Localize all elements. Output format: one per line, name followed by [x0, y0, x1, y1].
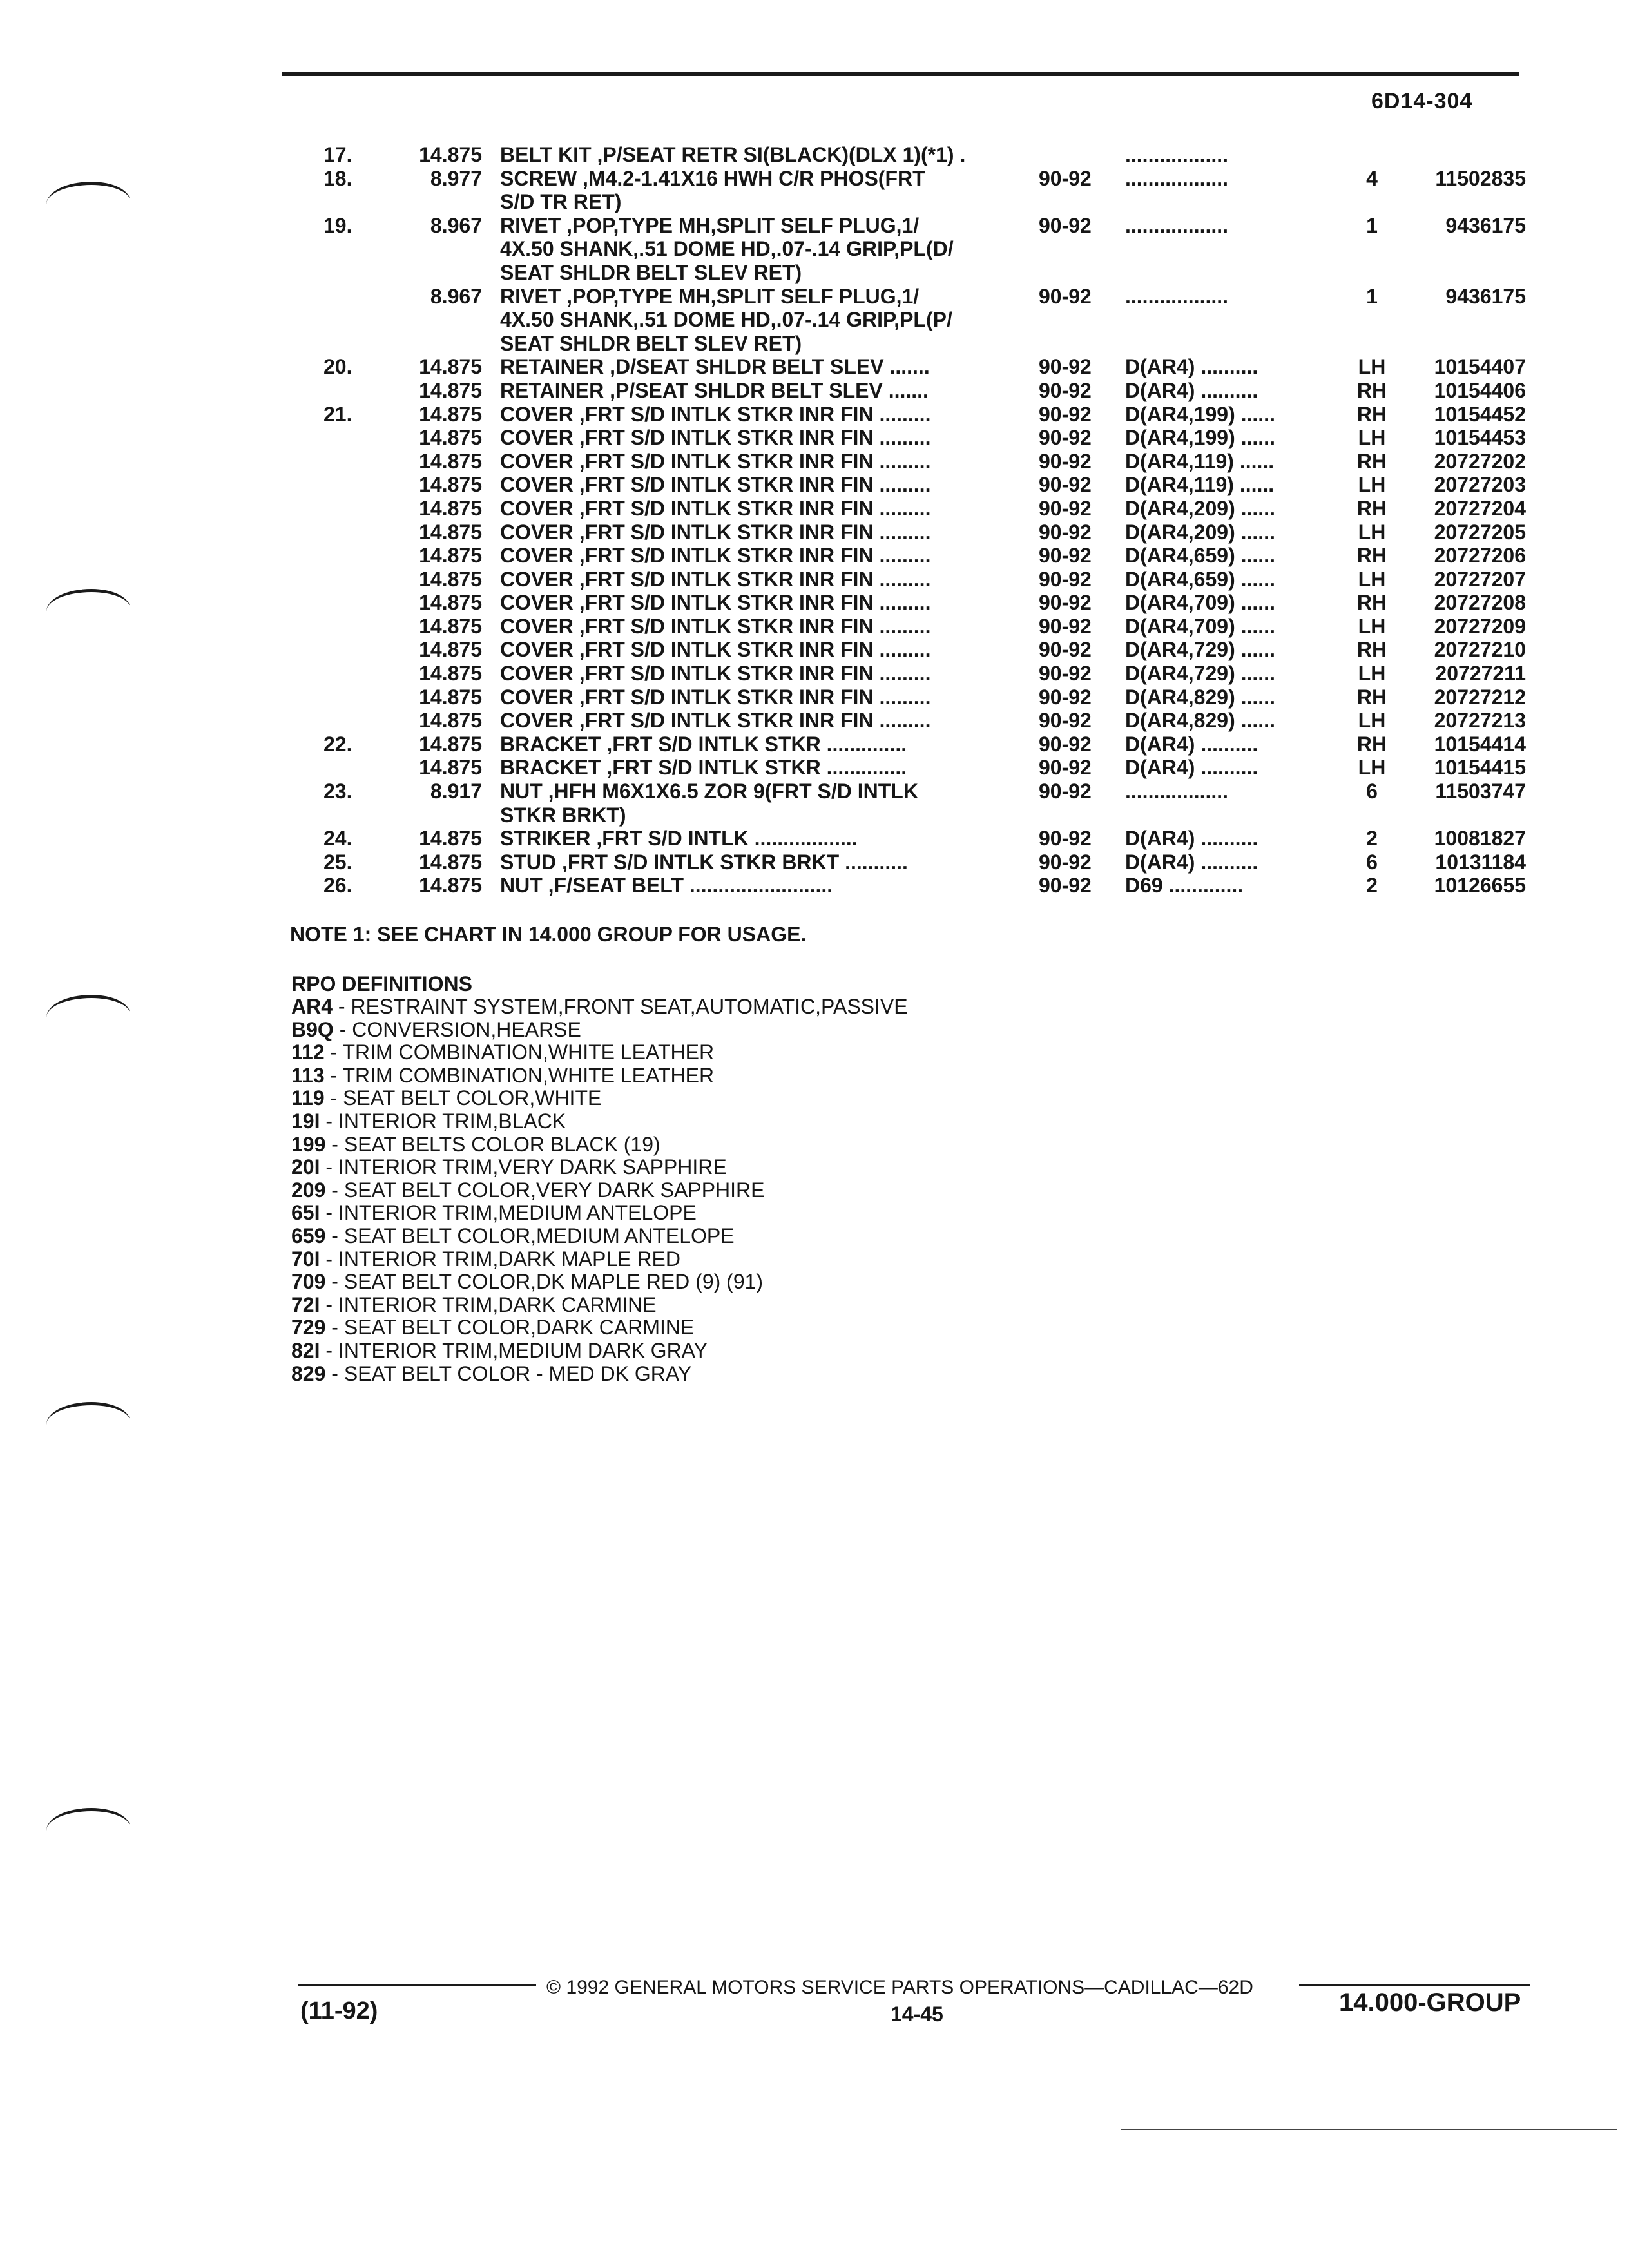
part-years: 90-92: [1039, 756, 1092, 780]
part-group-number: 14.875: [419, 756, 482, 780]
part-years: 90-92: [1039, 544, 1092, 568]
part-row: [0, 473, 1629, 497]
part-item-number: 18.: [323, 166, 352, 190]
part-quantity: LH: [1358, 614, 1386, 638]
part-group-number: 14.875: [419, 874, 482, 898]
part-description: S/D TR RET): [500, 190, 622, 214]
part-item-number: 17.: [323, 143, 352, 166]
part-usage: D(AR4) ..........: [1125, 850, 1258, 874]
rpo-code: 659: [291, 1224, 326, 1247]
part-description: STRIKER ,FRT S/D INTLK ..................: [500, 827, 858, 850]
part-quantity: 2: [1366, 827, 1378, 850]
part-group-number: 14.875: [419, 850, 482, 874]
part-quantity: LH: [1358, 520, 1386, 544]
part-row: [0, 426, 1629, 450]
rpo-code: 709: [291, 1270, 326, 1294]
part-years: 90-92: [1039, 685, 1092, 709]
part-row: [0, 568, 1629, 591]
part-description: COVER ,FRT S/D INTLK STKR INR FIN .........: [500, 473, 931, 497]
rpo-text: - INTERIOR TRIM,DARK CARMINE: [320, 1293, 657, 1316]
part-quantity: RH: [1356, 638, 1387, 662]
part-group-number: 14.875: [419, 638, 482, 662]
part-usage: D(AR4) ..........: [1125, 827, 1258, 850]
part-group-number: 14.875: [419, 709, 482, 733]
revision-date: (11-92): [300, 1997, 378, 2024]
part-years: 90-92: [1039, 449, 1092, 473]
part-row: [0, 450, 1629, 474]
rpo-code: 65I: [291, 1201, 320, 1225]
part-usage: D(AR4,729) ......: [1125, 662, 1275, 686]
part-row: [0, 780, 1629, 803]
part-number: 10154453: [1434, 426, 1526, 450]
part-description: COVER ,FRT S/D INTLK STKR INR FIN .........: [500, 709, 931, 733]
part-row: [0, 261, 1629, 285]
part-years: 90-92: [1039, 355, 1092, 379]
part-quantity: 2: [1366, 874, 1378, 898]
part-description: RETAINER ,P/SEAT SHLDR BELT SLEV .......: [500, 378, 929, 402]
part-years: 90-92: [1039, 732, 1092, 756]
rpo-code: 199: [291, 1132, 326, 1156]
part-quantity: 6: [1366, 780, 1378, 803]
part-usage: D(AR4) ..........: [1125, 355, 1258, 379]
part-row: [0, 285, 1629, 309]
part-description: COVER ,FRT S/D INTLK STKR INR FIN .........: [500, 449, 931, 473]
part-usage: D(AR4,829) ......: [1125, 685, 1275, 709]
rpo-text: - SEAT BELT COLOR,VERY DARK SAPPHIRE: [325, 1178, 765, 1202]
part-group-number: 14.875: [419, 473, 482, 497]
part-usage: D(AR4) ..........: [1125, 378, 1258, 402]
rpo-code: 119: [291, 1086, 325, 1110]
part-group-number: 14.875: [419, 402, 482, 426]
rpo-item: [291, 1294, 908, 1317]
part-usage: D(AR4,209) ......: [1125, 520, 1275, 544]
part-quantity: RH: [1356, 402, 1387, 426]
part-quantity: RH: [1356, 378, 1387, 402]
part-usage: D(AR4,119) ......: [1125, 473, 1275, 497]
part-years: 90-92: [1039, 591, 1092, 615]
rpo-code: 82I: [291, 1338, 320, 1362]
part-usage: D(AR4,729) ......: [1125, 638, 1275, 662]
part-description: NUT ,HFH M6X1X6.5 ZOR 9(FRT S/D INTLK: [500, 780, 918, 803]
part-description: RIVET ,POP,TYPE MH,SPLIT SELF PLUG,1/: [500, 284, 920, 308]
part-usage: D(AR4,199) ......: [1125, 426, 1275, 450]
part-years: 90-92: [1039, 638, 1092, 662]
part-group-number: 14.875: [419, 591, 482, 615]
part-description: COVER ,FRT S/D INTLK STKR INR FIN .........: [500, 567, 931, 591]
part-usage: D(AR4,199) ......: [1125, 402, 1275, 426]
part-row: [0, 355, 1629, 379]
part-years: 90-92: [1039, 520, 1092, 544]
part-description: COVER ,FRT S/D INTLK STKR INR FIN .........: [500, 591, 931, 615]
part-group-number: 14.875: [419, 426, 482, 450]
part-group-number: 8.967: [430, 284, 482, 308]
part-description: COVER ,FRT S/D INTLK STKR INR FIN .........: [500, 402, 931, 426]
rpo-item: [291, 1340, 908, 1363]
part-row: [0, 190, 1629, 214]
part-description: STUD ,FRT S/D INTLK STKR BRKT ...........: [500, 850, 908, 874]
part-description: 4X.50 SHANK,.51 DOME HD,.07-.14 GRIP,PL(P/: [500, 308, 952, 332]
part-item-number: 22.: [323, 732, 352, 756]
part-description: RIVET ,POP,TYPE MH,SPLIT SELF PLUG,1/: [500, 213, 920, 237]
binder-hole-mark: [46, 1402, 130, 1444]
part-description: COVER ,FRT S/D INTLK STKR INR FIN .........: [500, 638, 931, 662]
part-years: 90-92: [1039, 496, 1092, 520]
part-quantity: RH: [1356, 496, 1387, 520]
part-description: COVER ,FRT S/D INTLK STKR INR FIN .........: [500, 520, 931, 544]
rpo-code: 113: [291, 1063, 325, 1087]
part-group-number: 14.875: [419, 496, 482, 520]
footer-copyright: © 1992 GENERAL MOTORS SERVICE PARTS OPERATIONS—CADILLAC—62D: [546, 1977, 1253, 1998]
part-number: 20727205: [1434, 520, 1526, 544]
rpo-item: [291, 1156, 908, 1179]
part-usage: D(AR4,829) ......: [1125, 709, 1275, 733]
part-row: [0, 827, 1629, 850]
part-description: SEAT SHLDR BELT SLEV RET): [500, 260, 802, 284]
part-quantity: 1: [1366, 284, 1378, 308]
part-quantity: LH: [1358, 662, 1386, 686]
part-description: COVER ,FRT S/D INTLK STKR INR FIN .........: [500, 544, 931, 568]
rpo-item: [291, 1133, 908, 1157]
part-description: SCREW ,M4.2-1.41X16 HWH C/R PHOS(FRT: [500, 166, 925, 190]
part-usage: ..................: [1125, 166, 1229, 190]
rpo-item: [291, 1041, 908, 1064]
rpo-title: RPO DEFINITIONS: [291, 972, 472, 995]
part-quantity: LH: [1358, 567, 1386, 591]
part-group-number: 8.917: [430, 780, 482, 803]
part-description: RETAINER ,D/SEAT SHLDR BELT SLEV .......: [500, 355, 930, 379]
part-item-number: 19.: [323, 213, 352, 237]
part-number: 20727209: [1434, 614, 1526, 638]
part-item-number: 26.: [323, 874, 352, 898]
part-number: 9436175: [1445, 284, 1526, 308]
part-quantity: LH: [1358, 756, 1386, 780]
part-description: NUT ,F/SEAT BELT .........................: [500, 874, 833, 898]
part-number: 20727204: [1434, 496, 1526, 520]
part-quantity: LH: [1358, 473, 1386, 497]
rpo-definitions: [291, 973, 908, 1385]
part-row: [0, 615, 1629, 639]
part-number: 20727206: [1434, 544, 1526, 568]
rpo-list: [291, 995, 908, 1385]
footer-rule-left: [298, 1984, 536, 1986]
part-number: 20727202: [1434, 449, 1526, 473]
part-number: 10154406: [1434, 378, 1526, 402]
part-years: 90-92: [1039, 426, 1092, 450]
part-item-number: 24.: [323, 827, 352, 850]
part-row: [0, 874, 1629, 898]
part-row: [0, 237, 1629, 261]
part-description: COVER ,FRT S/D INTLK STKR INR FIN .........: [500, 662, 931, 686]
rpo-code: 729: [291, 1316, 326, 1340]
part-row: [0, 850, 1629, 874]
part-group-number: 14.875: [419, 732, 482, 756]
scan-edge-line: [1121, 2129, 1617, 2130]
part-row: [0, 638, 1629, 662]
part-group-number: 8.967: [430, 213, 482, 237]
part-group-number: 14.875: [419, 355, 482, 379]
part-years: 90-92: [1039, 662, 1092, 686]
part-number: 10154414: [1434, 732, 1526, 756]
part-years: 90-92: [1039, 402, 1092, 426]
rpo-code: AR4: [291, 995, 333, 1018]
part-quantity: 1: [1366, 213, 1378, 237]
rpo-text: - SEAT BELT COLOR,MEDIUM ANTELOPE: [325, 1224, 735, 1247]
rpo-item: [291, 1363, 908, 1386]
rpo-text: - SEAT BELT COLOR,DARK CARMINE: [325, 1316, 695, 1340]
part-description: BELT KIT ,P/SEAT RETR SI(BLACK)(DLX 1)(*1) .: [500, 143, 966, 166]
part-description: STKR BRKT): [500, 803, 626, 827]
part-years: 90-92: [1039, 874, 1092, 898]
part-row: [0, 332, 1629, 356]
group-label: 14.000-GROUP: [1339, 1988, 1521, 2017]
part-quantity: RH: [1356, 449, 1387, 473]
page-number: 14-45: [891, 2003, 943, 2026]
part-years: 90-92: [1039, 473, 1092, 497]
part-years: 90-92: [1039, 780, 1092, 803]
part-row: [0, 803, 1629, 827]
part-number: 20727212: [1434, 685, 1526, 709]
part-group-number: 14.875: [419, 143, 482, 166]
rpo-item: [291, 1087, 908, 1110]
rpo-item: [291, 1110, 908, 1133]
rpo-item: [291, 995, 908, 1019]
part-number: 9436175: [1445, 213, 1526, 237]
part-description: COVER ,FRT S/D INTLK STKR INR FIN .........: [500, 426, 931, 450]
part-years: 90-92: [1039, 213, 1092, 237]
part-number: 10154407: [1434, 355, 1526, 379]
part-number: 10126655: [1434, 874, 1526, 898]
part-quantity: RH: [1356, 685, 1387, 709]
part-row: [0, 709, 1629, 733]
part-quantity: RH: [1356, 732, 1387, 756]
part-row: [0, 167, 1629, 191]
rpo-code: 19I: [291, 1109, 320, 1133]
part-usage: ..................: [1125, 780, 1229, 803]
rpo-text: - INTERIOR TRIM,VERY DARK SAPPHIRE: [320, 1155, 727, 1179]
part-row: [0, 591, 1629, 615]
rpo-text: - TRIM COMBINATION,WHITE LEATHER: [324, 1041, 715, 1064]
part-usage: D(AR4,709) ......: [1125, 614, 1275, 638]
part-usage: D69 .............: [1125, 874, 1244, 898]
rpo-text: - TRIM COMBINATION,WHITE LEATHER: [324, 1063, 715, 1087]
part-item-number: 25.: [323, 850, 352, 874]
binder-hole-mark: [46, 995, 130, 1037]
part-row: [0, 733, 1629, 756]
part-row: [0, 403, 1629, 427]
rpo-item: [291, 1316, 908, 1340]
part-group-number: 8.977: [430, 166, 482, 190]
part-usage: D(AR4) ..........: [1125, 732, 1258, 756]
part-number: 20727203: [1434, 473, 1526, 497]
part-group-number: 14.875: [419, 449, 482, 473]
rpo-text: - SEAT BELT COLOR,WHITE: [324, 1086, 602, 1110]
part-group-number: 14.875: [419, 378, 482, 402]
part-description: BRACKET ,FRT S/D INTLK STKR ..............: [500, 756, 907, 780]
part-quantity: LH: [1358, 709, 1386, 733]
part-number: 10154415: [1434, 756, 1526, 780]
part-description: 4X.50 SHANK,.51 DOME HD,.07-.14 GRIP,PL(D/: [500, 237, 954, 261]
part-group-number: 14.875: [419, 567, 482, 591]
rpo-code: 72I: [291, 1293, 320, 1316]
part-row: [0, 756, 1629, 780]
rpo-code: 70I: [291, 1247, 320, 1271]
rpo-text: - SEAT BELTS COLOR BLACK (19): [325, 1132, 660, 1156]
part-row: [0, 662, 1629, 686]
rpo-text: - INTERIOR TRIM,MEDIUM ANTELOPE: [320, 1201, 697, 1225]
part-group-number: 14.875: [419, 685, 482, 709]
header-rule: [282, 72, 1519, 76]
part-item-number: 21.: [323, 402, 352, 426]
usage-note: NOTE 1: SEE CHART IN 14.000 GROUP FOR USAGE.: [290, 923, 807, 946]
part-years: 90-92: [1039, 567, 1092, 591]
part-number: 20727213: [1434, 709, 1526, 733]
rpo-code: 20I: [291, 1155, 320, 1179]
part-description: COVER ,FRT S/D INTLK STKR INR FIN .........: [500, 496, 931, 520]
part-years: 90-92: [1039, 827, 1092, 850]
part-row: [0, 143, 1629, 167]
part-usage: D(AR4,659) ......: [1125, 544, 1275, 568]
part-number: 20727210: [1434, 638, 1526, 662]
part-years: 90-92: [1039, 284, 1092, 308]
part-item-number: 20.: [323, 355, 352, 379]
part-quantity: 6: [1366, 850, 1378, 874]
rpo-code: 829: [291, 1361, 326, 1385]
part-row: [0, 308, 1629, 332]
part-usage: ..................: [1125, 143, 1229, 166]
part-number: 10154452: [1434, 402, 1526, 426]
part-usage: ..................: [1125, 284, 1229, 308]
rpo-item: [291, 1248, 908, 1271]
rpo-code: 209: [291, 1178, 326, 1202]
part-description: COVER ,FRT S/D INTLK STKR INR FIN .........: [500, 685, 931, 709]
rpo-text: - SEAT BELT COLOR - MED DK GRAY: [325, 1361, 692, 1385]
part-quantity: LH: [1358, 355, 1386, 379]
part-row: [0, 521, 1629, 544]
rpo-text: - INTERIOR TRIM,MEDIUM DARK GRAY: [320, 1338, 708, 1362]
part-group-number: 14.875: [419, 544, 482, 568]
part-group-number: 14.875: [419, 827, 482, 850]
part-usage: D(AR4) ..........: [1125, 756, 1258, 780]
part-years: 90-92: [1039, 166, 1092, 190]
rpo-item: [291, 1064, 908, 1088]
part-years: 90-92: [1039, 378, 1092, 402]
parts-list: [0, 143, 1629, 898]
part-years: 90-92: [1039, 709, 1092, 733]
part-description: SEAT SHLDR BELT SLEV RET): [500, 331, 802, 355]
part-usage: D(AR4,709) ......: [1125, 591, 1275, 615]
part-item-number: 23.: [323, 780, 352, 803]
part-number: 20727211: [1435, 662, 1526, 686]
part-number: 10081827: [1434, 827, 1526, 850]
rpo-code: 112: [291, 1041, 325, 1064]
part-group-number: 14.875: [419, 614, 482, 638]
rpo-item: [291, 1019, 908, 1042]
part-row: [0, 544, 1629, 568]
rpo-text: - RESTRAINT SYSTEM,FRONT SEAT,AUTOMATIC,PASSIVE: [333, 995, 908, 1018]
part-quantity: LH: [1358, 426, 1386, 450]
part-description: COVER ,FRT S/D INTLK STKR INR FIN .........: [500, 614, 931, 638]
rpo-text: - CONVERSION,HEARSE: [333, 1017, 581, 1041]
part-number: 11502835: [1435, 166, 1526, 190]
rpo-text: - INTERIOR TRIM,BLACK: [320, 1109, 566, 1133]
part-group-number: 14.875: [419, 662, 482, 686]
rpo-item: [291, 1271, 908, 1294]
part-quantity: 4: [1366, 166, 1378, 190]
part-row: [0, 497, 1629, 521]
part-group-number: 14.875: [419, 520, 482, 544]
part-description: BRACKET ,FRT S/D INTLK STKR ..............: [500, 732, 907, 756]
part-usage: D(AR4,119) ......: [1125, 449, 1275, 473]
footer-rule-right: [1299, 1984, 1530, 1986]
part-number: 20727207: [1434, 567, 1526, 591]
part-number: 10131184: [1435, 850, 1526, 874]
part-number: 20727208: [1434, 591, 1526, 615]
part-usage: D(AR4,209) ......: [1125, 496, 1275, 520]
part-years: 90-92: [1039, 850, 1092, 874]
part-quantity: RH: [1356, 591, 1387, 615]
rpo-item: [291, 1225, 908, 1248]
binder-hole-mark: [46, 1808, 130, 1850]
part-usage: ..................: [1125, 213, 1229, 237]
rpo-item: [291, 1179, 908, 1202]
part-quantity: RH: [1356, 544, 1387, 568]
rpo-item: [291, 1202, 908, 1225]
rpo-text: - INTERIOR TRIM,DARK MAPLE RED: [320, 1247, 680, 1271]
part-number: 11503747: [1435, 780, 1526, 803]
part-usage: D(AR4,659) ......: [1125, 567, 1275, 591]
part-row: [0, 686, 1629, 709]
rpo-code: B9Q: [291, 1017, 334, 1041]
page-code: 6D14-304: [1371, 89, 1473, 113]
rpo-text: - SEAT BELT COLOR,DK MAPLE RED (9) (91): [325, 1270, 764, 1294]
part-row: [0, 379, 1629, 403]
part-years: 90-92: [1039, 614, 1092, 638]
part-row: [0, 214, 1629, 238]
